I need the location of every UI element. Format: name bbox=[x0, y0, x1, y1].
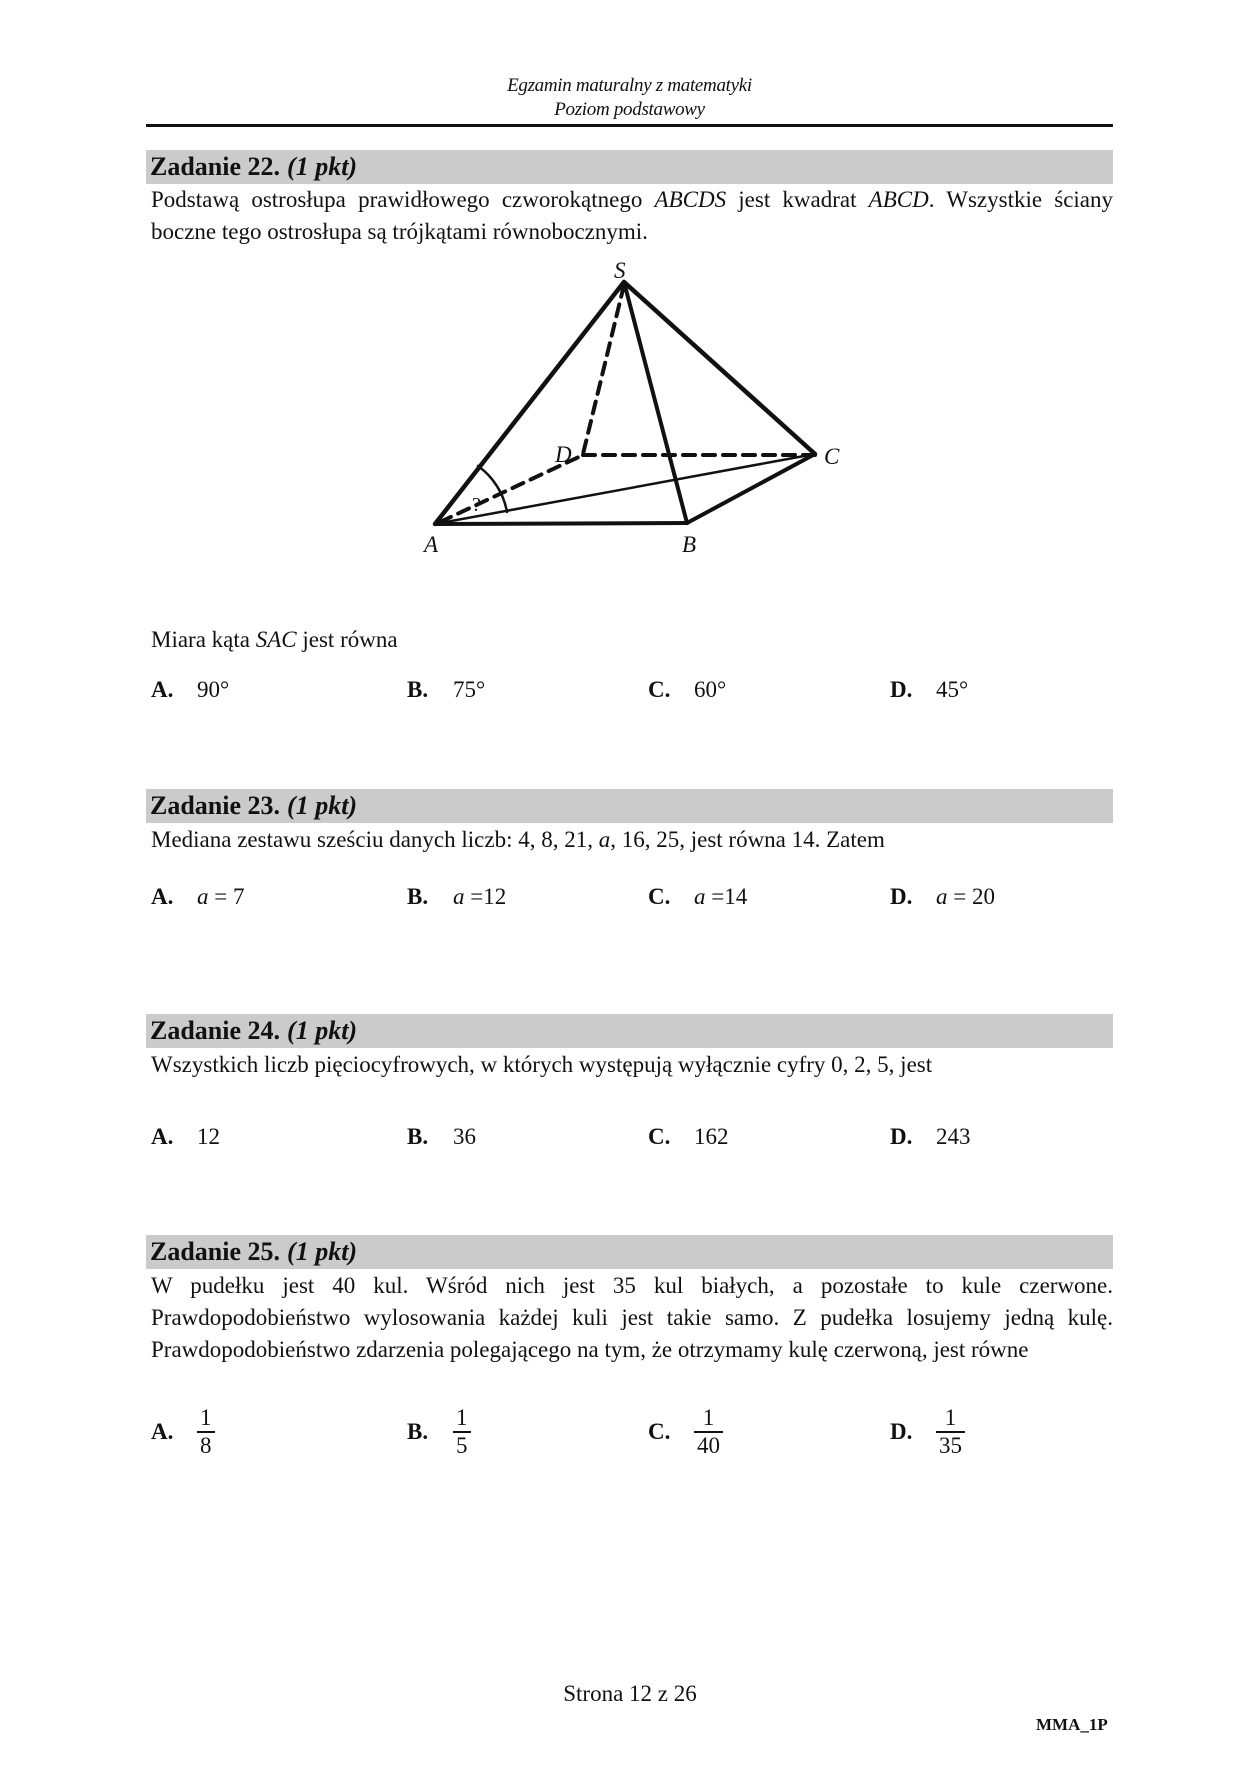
answer-value: 162 bbox=[694, 1124, 729, 1149]
answer-option[interactable] bbox=[407, 884, 506, 910]
answer-variable: a bbox=[453, 884, 465, 909]
answer-option[interactable] bbox=[648, 677, 726, 703]
task-title: Zadanie 24. bbox=[150, 1016, 281, 1045]
answer-label: C. bbox=[648, 884, 671, 909]
answer-option[interactable] bbox=[151, 677, 229, 703]
denominator: 8 bbox=[200, 1433, 212, 1458]
fraction bbox=[936, 1405, 965, 1459]
answer-value: 12 bbox=[197, 1124, 220, 1149]
answer-option[interactable] bbox=[890, 884, 995, 910]
text-part: SAC bbox=[255, 627, 297, 652]
answer-variable: a bbox=[936, 884, 948, 909]
answer-label: A. bbox=[151, 884, 174, 909]
answer-option[interactable] bbox=[648, 1405, 723, 1459]
text-part: jest równa bbox=[296, 627, 398, 652]
fraction bbox=[453, 1405, 471, 1459]
header-subtitle: Poziom podstawowy bbox=[554, 99, 705, 120]
answer-label: B. bbox=[407, 1419, 429, 1444]
diagonal-AC bbox=[435, 454, 815, 524]
vertex-label-b: B bbox=[682, 532, 697, 557]
task-23-heading bbox=[150, 789, 357, 823]
answer-value: 75° bbox=[453, 677, 486, 702]
answer-option[interactable] bbox=[151, 884, 244, 910]
answer-option[interactable] bbox=[890, 1405, 965, 1459]
answer-value: 90° bbox=[197, 677, 230, 702]
answer-label: D. bbox=[890, 1419, 913, 1444]
text-part: , 16, 25, jest równa 14. Zatem bbox=[610, 827, 885, 852]
task-points: (1 pkt) bbox=[287, 791, 358, 820]
task-25-heading bbox=[150, 1235, 357, 1269]
answer-value: =14 bbox=[705, 884, 748, 909]
numerator: 1 bbox=[200, 1405, 212, 1430]
answer-value: =12 bbox=[464, 884, 507, 909]
answer-value: 243 bbox=[936, 1124, 971, 1149]
page-number: Strona 12 z 26 bbox=[563, 1681, 697, 1706]
answer-value: 60° bbox=[694, 677, 727, 702]
answer-label: A. bbox=[151, 1419, 174, 1444]
vertex-label-c: C bbox=[824, 444, 840, 469]
answer-label: C. bbox=[648, 677, 671, 702]
answer-option[interactable] bbox=[890, 1124, 971, 1150]
answer-option[interactable] bbox=[648, 884, 747, 910]
vertex-label-a: A bbox=[424, 532, 439, 557]
text-part: . Wszystkie ściany boczne tego ostrosłupa są trójkątami równobocznymi. bbox=[151, 187, 1114, 244]
numerator: 1 bbox=[944, 1405, 957, 1430]
vertex-label-s: S bbox=[614, 258, 626, 283]
fraction bbox=[694, 1405, 723, 1459]
text-part: Miara kąta bbox=[151, 627, 256, 652]
answer-label: C. bbox=[648, 1124, 671, 1149]
answer-option[interactable] bbox=[890, 677, 968, 703]
text-part: ABCDS bbox=[654, 187, 727, 212]
angle-label: ? bbox=[472, 494, 481, 516]
edge-SC bbox=[624, 282, 815, 454]
edge-BC bbox=[687, 454, 815, 523]
answer-value: 36 bbox=[453, 1124, 476, 1149]
task-24-heading bbox=[150, 1014, 357, 1048]
denominator: 40 bbox=[697, 1433, 720, 1458]
answer-label: B. bbox=[407, 1124, 429, 1149]
task-title: Zadanie 22. bbox=[150, 152, 281, 181]
task-title: Zadanie 23. bbox=[150, 791, 281, 820]
answer-label: C. bbox=[648, 1419, 671, 1444]
answer-label: A. bbox=[151, 677, 174, 702]
answer-option[interactable] bbox=[151, 1124, 220, 1150]
task-points: (1 pkt) bbox=[287, 1016, 358, 1045]
edge-AB bbox=[435, 523, 687, 524]
exam-code: MMA_1P bbox=[1036, 1715, 1108, 1734]
fraction bbox=[197, 1405, 215, 1459]
answer-option[interactable] bbox=[407, 1124, 476, 1150]
answer-label: A. bbox=[151, 1124, 174, 1149]
denominator: 5 bbox=[456, 1433, 468, 1458]
header-title: Egzamin maturalny z matematyki bbox=[507, 75, 752, 96]
answer-label: B. bbox=[407, 677, 429, 702]
answer-option[interactable] bbox=[407, 1405, 471, 1459]
answer-label: D. bbox=[890, 884, 913, 909]
task-24-text: Wszystkich liczb pięciocyfrowych, w których występują wyłącznie cyfry 0, 2, 5, jest bbox=[151, 1052, 933, 1077]
task-title: Zadanie 25. bbox=[150, 1237, 281, 1266]
denominator: 35 bbox=[939, 1433, 962, 1458]
answer-label: D. bbox=[890, 1124, 913, 1149]
text-part: a bbox=[598, 827, 611, 852]
text-part: Podstawą ostrosłupa prawidłowego czworokątnego bbox=[151, 187, 655, 212]
task-25-text: W pudełku jest 40 kul. Wśród nich jest 35 kul białych, a pozostałe to kule czerwone. Prawdopodobieństwo wylosowania każdej kuli jest takie samo. Z pudełka losujemy jedną kulę. Prawdopodobieństwo zdarzenia polegającego na tym, że otrzymamy kulę czerwoną, jest równe bbox=[151, 1273, 1113, 1362]
task-points: (1 pkt) bbox=[287, 152, 358, 181]
pyramid-figure bbox=[0, 0, 1260, 600]
answer-option[interactable] bbox=[407, 677, 485, 703]
answer-label: B. bbox=[407, 884, 429, 909]
task-points: (1 pkt) bbox=[287, 1237, 358, 1266]
vertex-label-d: D bbox=[555, 442, 572, 467]
task-23-text bbox=[151, 824, 1113, 856]
task-22-question bbox=[151, 624, 1113, 656]
answer-variable: a bbox=[197, 884, 209, 909]
answer-variable: a bbox=[694, 884, 706, 909]
numerator: 1 bbox=[702, 1405, 715, 1430]
angle-arc bbox=[478, 466, 507, 512]
answer-option[interactable] bbox=[648, 1124, 729, 1150]
answer-label: D. bbox=[890, 677, 913, 702]
text-part: Mediana zestawu sześciu danych liczb: 4, 8, 21, bbox=[151, 827, 599, 852]
answer-value: = 7 bbox=[208, 884, 245, 909]
numerator: 1 bbox=[456, 1405, 468, 1430]
text-part: ABCD bbox=[868, 187, 929, 212]
text-part: jest kwadrat bbox=[726, 187, 869, 212]
answer-option[interactable] bbox=[151, 1405, 215, 1459]
answer-value: = 20 bbox=[947, 884, 995, 909]
answer-value: 45° bbox=[936, 677, 969, 702]
